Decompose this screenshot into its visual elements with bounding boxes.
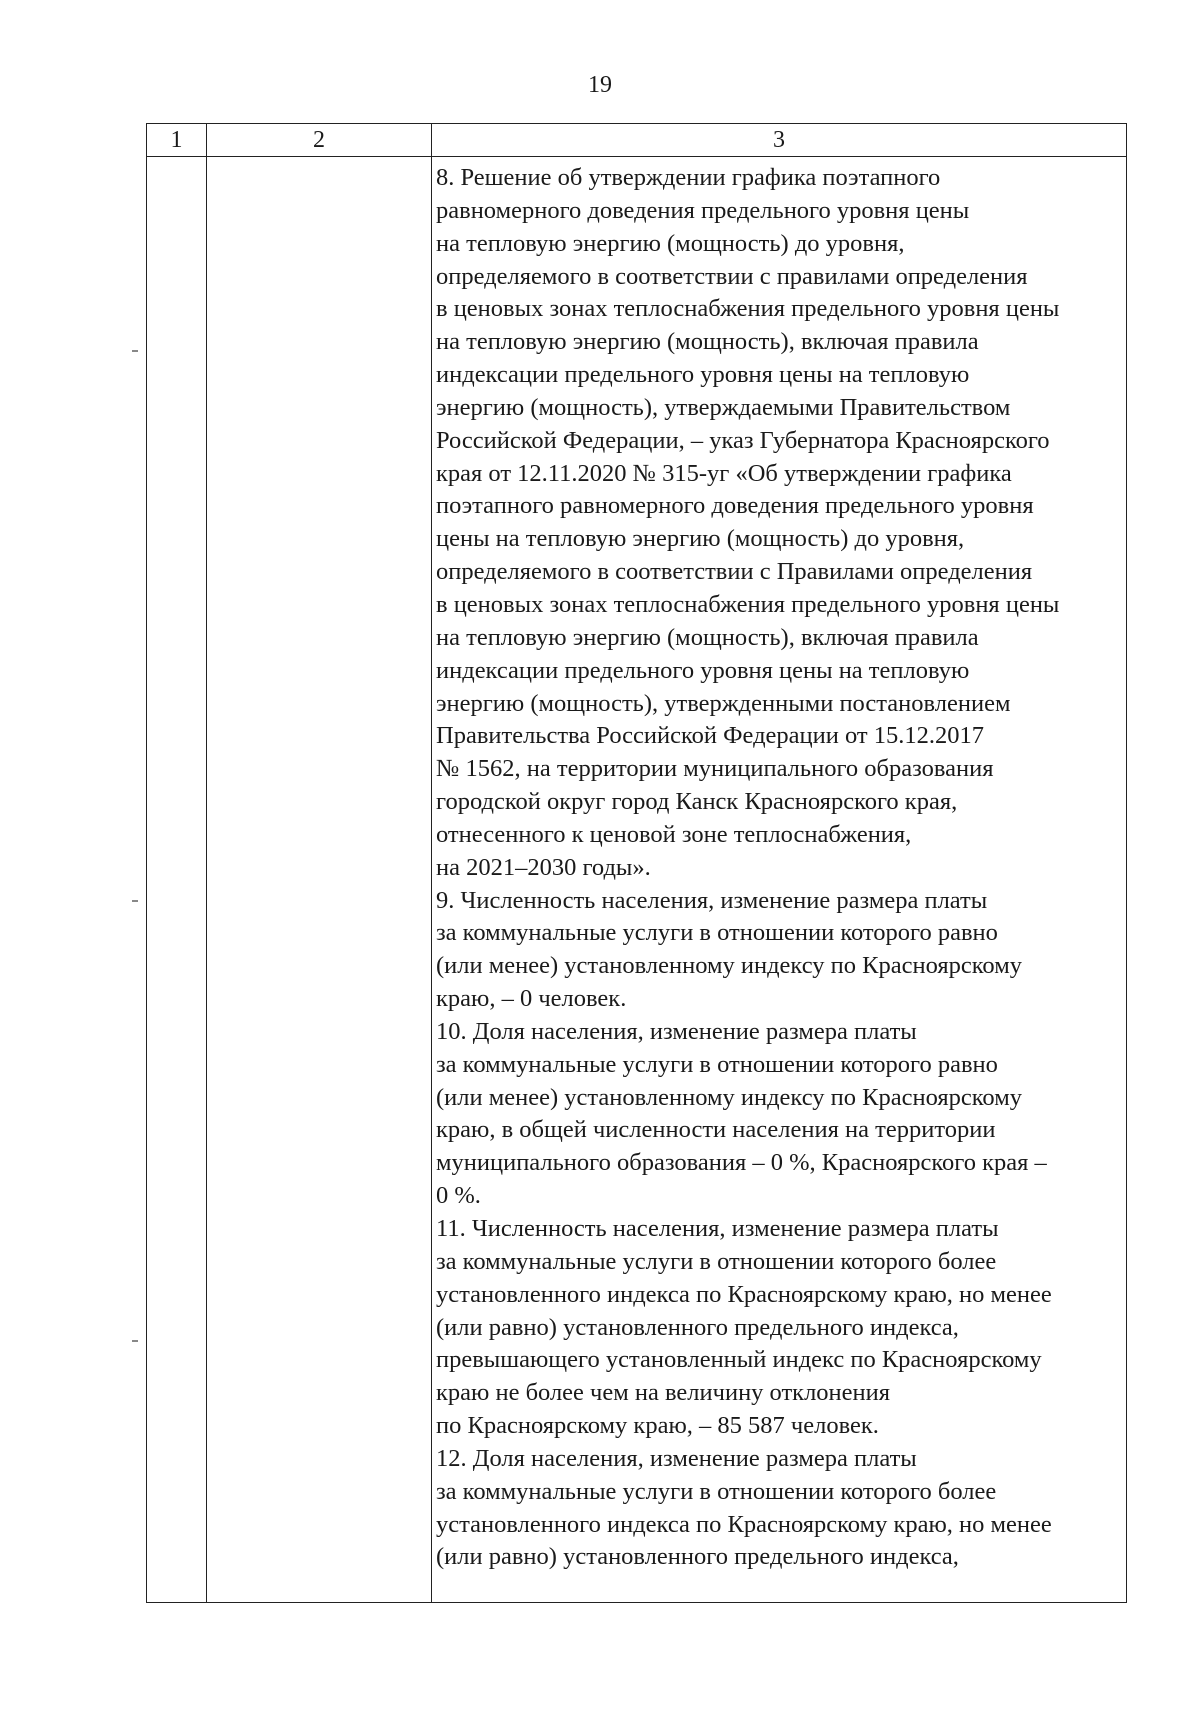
- text-line: краю, в общей численности населения на территории: [436, 1116, 996, 1144]
- text-line: краю не более чем на величину отклонения: [436, 1379, 891, 1407]
- text-line: равномерного доведения предельного уровня цены: [436, 196, 970, 224]
- margin-mark: [132, 900, 138, 902]
- text-line: индексации предельного уровня цены на тепловую: [436, 656, 970, 684]
- text-line: Правительства Российской Федерации от 15.12.2017: [436, 722, 985, 750]
- text-line: 0 %.: [436, 1182, 481, 1210]
- text-line: на тепловую энергию (мощность), включая правила: [436, 623, 979, 651]
- text-line: 10. Доля населения, изменение размера платы: [436, 1017, 917, 1045]
- text-line: за коммунальные услуги в отношении которого более: [436, 1477, 997, 1505]
- cell-col-2: [207, 157, 432, 1603]
- text-line: на 2021–2030 годы».: [436, 853, 651, 881]
- text-line: в ценовых зонах теплоснабжения предельного уровня цены: [436, 295, 1060, 323]
- text-line: края от 12.11.2020 № 315-уг «Об утверждении графика: [436, 459, 1012, 487]
- cell-col-1: [147, 157, 207, 1603]
- text-line: 11. Численность населения, изменение размера платы: [436, 1215, 999, 1242]
- text-line: определяемого в соответствии с правилами определения: [436, 262, 1028, 290]
- text-line: (или менее) установленному индексу по Красноярскому: [436, 1083, 1022, 1111]
- text-line: энергию (мощность), утверждаемыми Правительством: [436, 393, 1011, 421]
- column-header-1: 1: [147, 124, 207, 157]
- text-line: Российской Федерации, – указ Губернатора Красноярского: [436, 426, 1050, 454]
- column-header-2: 2: [207, 124, 432, 157]
- document-table: [146, 123, 1127, 1603]
- text-line: 12. Доля населения, изменение размера платы: [436, 1444, 917, 1472]
- text-line: краю, – 0 человек.: [436, 985, 627, 1013]
- text-line: 9. Численность населения, изменение размера платы: [436, 886, 988, 914]
- cell-col-3: [432, 157, 1127, 1603]
- text-line: поэтапного равномерного доведения предельного уровня: [436, 492, 1034, 520]
- table-header-row: [147, 124, 1127, 157]
- text-line: индексации предельного уровня цены на тепловую: [436, 361, 970, 389]
- margin-mark: [132, 1340, 138, 1342]
- text-line: (или равно) установленного предельного индекса,: [436, 1543, 959, 1571]
- text-line: городской округ город Канск Красноярского края,: [436, 788, 958, 816]
- text-line: в ценовых зонах теплоснабжения предельного уровня цены: [436, 590, 1060, 618]
- text-line: цены на тепловую энергию (мощность) до уровня,: [436, 525, 965, 553]
- text-line: (или равно) установленного предельного индекса,: [436, 1313, 959, 1341]
- text-line: (или менее) установленному индексу по Красноярскому: [436, 952, 1022, 980]
- text-line: определяемого в соответствии с Правилами определения: [436, 558, 1033, 586]
- text-line: на тепловую энергию (мощность), включая правила: [436, 328, 979, 356]
- text-line: на тепловую энергию (мощность) до уровня,: [436, 229, 905, 257]
- text-line: энергию (мощность), утвержденными постановлением: [436, 689, 1011, 717]
- margin-mark: [132, 350, 138, 352]
- text-line: за коммунальные услуги в отношении которого равно: [436, 1050, 998, 1078]
- text-line: 8. Решение об утверждении графика поэтапного: [436, 164, 941, 191]
- text-line: за коммунальные услуги в отношении которого равно: [436, 919, 998, 947]
- table-row: [147, 157, 1127, 1603]
- text-line: по Красноярскому краю, – 85 587 человек.: [436, 1412, 879, 1440]
- text-line: превышающего установленный индекс по Красноярскому: [436, 1346, 1042, 1374]
- page-number: 19: [588, 72, 612, 98]
- text-line: муниципального образования – 0 %, Красноярского края –: [436, 1149, 1047, 1177]
- text-line: отнесенного к ценовой зоне теплоснабжения,: [436, 820, 912, 848]
- text-line: установленного индекса по Красноярскому краю, но менее: [436, 1280, 1052, 1308]
- text-line: № 1562, на территории муниципального образования: [436, 755, 994, 783]
- text-line: установленного индекса по Красноярскому краю, но менее: [436, 1510, 1052, 1538]
- column-header-3: 3: [432, 124, 1127, 157]
- cell-text-lines: [436, 162, 1126, 1574]
- text-line: за коммунальные услуги в отношении которого более: [436, 1247, 997, 1275]
